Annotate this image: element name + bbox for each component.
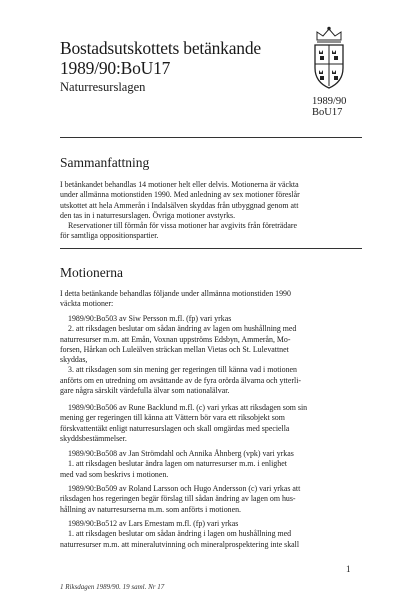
section-divider: [60, 248, 362, 249]
text-line: 2. att riksdagen beslutar om sådan ändring av lagen om hushållning med: [68, 324, 297, 334]
text-line: naturresurser m.m. att Emån, Voxnan uppströms Edsbyn, Ammerån, Mo-: [60, 334, 291, 344]
document-reference: [312, 96, 346, 118]
page-number: 1: [346, 564, 351, 574]
header-divider: [60, 137, 362, 138]
text-line: Reservationer till förmån för vissa motioner har avgivits från företrädare: [68, 221, 297, 231]
text-line: naturresurser m.m. att mineralutvinning och mineralprospektering inte skall: [60, 539, 300, 549]
text-line: I betänkandet behandlas 14 motioner helt eller delvis. Motionerna är väckta: [60, 180, 299, 189]
text-line: riksdagen hos regeringen begär förslag till sådan ändring av lagen om hus-: [60, 494, 296, 504]
text-line: mening ger regeringen till känna att Vättern bör vara ett riksobjekt som: [60, 413, 285, 423]
text-line: 3. att riksdagen som sin mening ger regeringen till känna vad i motionen: [68, 365, 297, 375]
text-line: med vad som beskrivs i motionen.: [60, 469, 169, 479]
motion-bo506: [60, 403, 362, 444]
text-line: 1989/90:Bo506 av Rune Backlund m.fl. (c) vari yrkas att riksdagen som sin: [68, 403, 308, 412]
document-title: [60, 38, 261, 78]
section-heading-motionerna: Motionerna: [60, 265, 123, 280]
motion-bo509: [60, 484, 362, 515]
title-line-1: Bostadsutskottets betänkande: [60, 38, 261, 58]
text-line: väckta motioner:: [60, 299, 114, 309]
text-line: 1989/90:Bo503 av Siw Persson m.fl. (fp) vari yrkas: [68, 314, 232, 323]
motionerna-intro: [60, 289, 362, 310]
text-line: 1989/90:Bo509 av Roland Larsson och Hugo Andersson (c) vari yrkas att: [68, 484, 301, 493]
text-line: 1. att riksdagen beslutar ändra lagen om naturresurser m.m. i enlighet: [68, 459, 287, 469]
text-line: anförts om en utredning om avsättande av de fyra orörda älvarna och ytterli-: [60, 375, 302, 385]
reference-number: BoU17: [312, 107, 343, 118]
text-line: gare några särskilt värdefulla älvar som nationalälvar.: [60, 386, 230, 396]
text-line: utskottet att hela Ammerån i Indalsälven skyddas från utbyggnad genom att: [60, 200, 299, 210]
text-line: skyddas,: [60, 355, 88, 365]
text-line: forsen, Hårkan och Luleälven sträckan mellan Vietas och St. Lulevattnet: [60, 344, 289, 354]
text-line: den tas in i naturresurslagen. Övriga motioner avstyrks.: [60, 210, 236, 220]
text-line: skyddsbestämmelser.: [60, 433, 127, 443]
motion-bo508: [60, 449, 362, 480]
text-line: 1. att riksdagen beslutar om sådan ändring i lagen om hushållning med: [68, 529, 292, 539]
page-footer: 1 Riksdagen 1989/90. 19 saml. Nr 17: [60, 583, 165, 591]
text-line: under allmänna motionstiden 1990. Med anledning av sex motioner föreslår: [60, 190, 300, 200]
motion-bo503: [60, 314, 362, 396]
title-line-2: 1989/90:BoU17: [60, 58, 171, 78]
text-line: 1989/90:Bo512 av Lars Ernestam m.fl. (fp) vari yrkas: [68, 519, 239, 528]
text-line: förskvattentäkt enligt naturresurslagen och skall omgärdas med speciella: [60, 423, 290, 433]
text-line: för samtliga oppositionspartier.: [60, 231, 159, 241]
riksdag-seal-icon: [307, 26, 351, 92]
text-line: I detta betänkande behandlas följande under allmänna motionstiden 1990: [60, 289, 291, 298]
text-line: 1989/90:Bo508 av Jan Strömdahl och Annika Åhnberg (vpk) vari yrkas: [68, 449, 294, 458]
document-subtitle: Naturresurslagen: [60, 80, 146, 94]
text-line: hållning av naturresurserna m.m. som anförts i motionen.: [60, 504, 242, 514]
reference-year: 1989/90: [312, 96, 347, 107]
section-heading-sammanfattning: Sammanfattning: [60, 155, 150, 170]
sammanfattning-paragraph: [60, 180, 362, 242]
motion-bo512: [60, 519, 362, 550]
